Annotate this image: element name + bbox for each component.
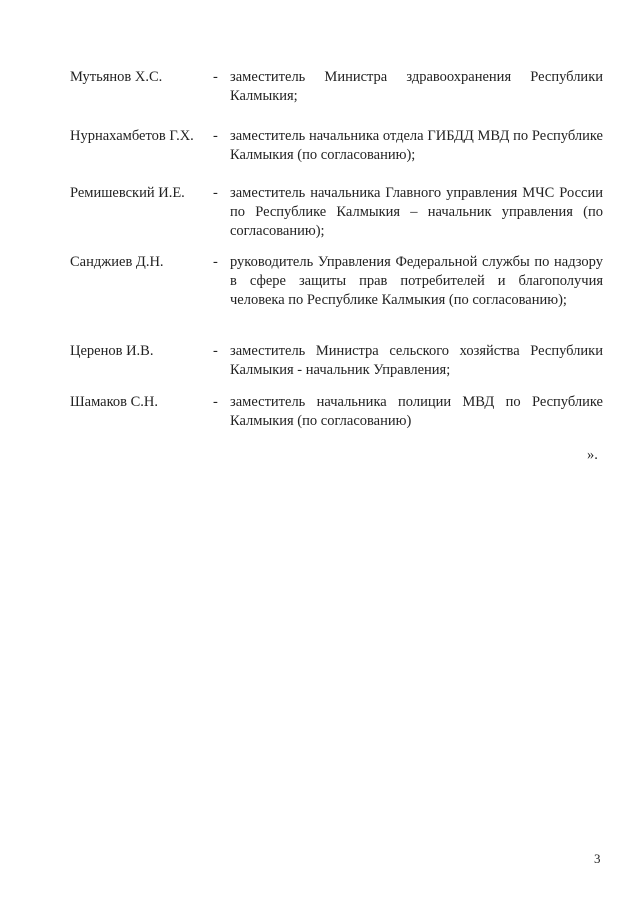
member-name: Церенов И.В.: [70, 343, 154, 359]
page-number: 3: [594, 851, 601, 866]
member-dash: -: [213, 69, 218, 85]
member-dash: -: [213, 343, 218, 359]
member-position: заместитель Министра здравоохранения Республики Калмыкия;: [230, 69, 603, 104]
member-dash: -: [213, 394, 218, 410]
member-name: Санджиев Д.Н.: [70, 254, 164, 270]
member-name: Шамаков С.Н.: [70, 394, 158, 410]
member-name: Ремишевский И.Е.: [70, 185, 185, 201]
member-dash: -: [213, 254, 218, 270]
member-position: заместитель Министра сельского хозяйства Республики Калмыкия - начальник Управления;: [230, 343, 603, 378]
member-dash: -: [213, 185, 218, 201]
member-position: руководитель Управления Федеральной службы по надзору в сфере защиты прав потребителей и благополучия человека по Республике Калмыкия (по согласованию);: [230, 254, 603, 308]
member-position: заместитель начальника Главного управления МЧС России по Республике Калмыкия – начальник управления (по согласованию);: [230, 185, 603, 239]
member-name: Мутьянов Х.С.: [70, 69, 163, 85]
member-position: заместитель начальника полиции МВД по Республике Калмыкия (по согласованию): [230, 394, 603, 429]
member-dash: -: [213, 128, 218, 144]
closing-quote: ».: [587, 447, 598, 463]
member-position: заместитель начальника отдела ГИБДД МВД по Республике Калмыкия (по согласованию);: [230, 128, 603, 163]
member-name: Нурнахамбетов Г.Х.: [70, 128, 194, 144]
